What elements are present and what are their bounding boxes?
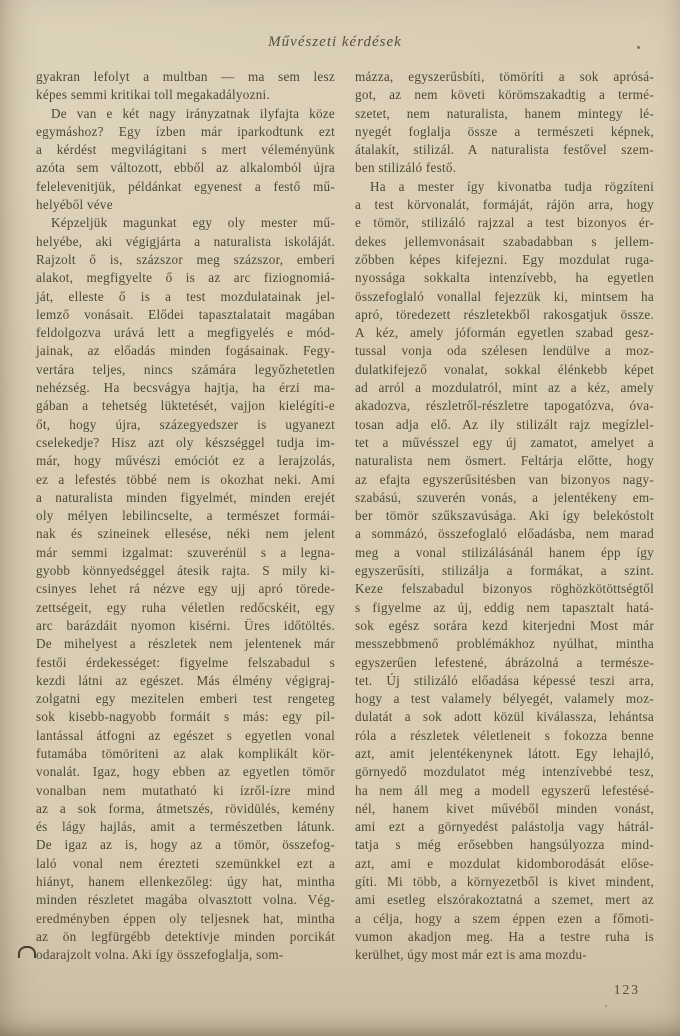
text-line: futamába tömöriteni az alak komplikált kör- xyxy=(36,745,335,761)
text-line: egyszerűen lefestené, ábrázolná a természe- xyxy=(355,654,654,670)
text-line: azóta sem változott, ebből az alkalomból újra xyxy=(36,160,335,176)
text-line: gyakran lefolyt a multban — ma sem lesz xyxy=(36,69,335,84)
text-line: odarajzolt volna. Aki így összefoglalja, som- xyxy=(36,947,284,963)
text-line: s figyelme az új, eddig nem tapasztalt hatá- xyxy=(355,599,654,615)
text-line: őt, hogy újra, százegyedszer is ugyanezt xyxy=(36,416,335,432)
text-line: vumon akadjon meg. Ha a testre ruha is xyxy=(355,928,654,944)
text-line: festői érdekességet: figyelme felszabadul s xyxy=(36,654,335,670)
text-line: egyszerűsíti, stilizálja a formákat, a szint. xyxy=(355,563,654,579)
text-line: nak és szineinek ellesése, néki nem jelent xyxy=(36,526,335,542)
scan-speck-top xyxy=(637,46,640,49)
paragraph xyxy=(36,105,335,215)
paragraph xyxy=(36,214,335,964)
text-line: róla a részletek véletleneit s fokozza benne xyxy=(355,727,654,743)
text-line: ben stilizáló festő. xyxy=(355,160,457,176)
text-line: az efajta egyszerűsitésben van bizonyos nagy- xyxy=(355,471,654,487)
text-line: vonalban nem mutatható ki ízről-ízre mind xyxy=(36,782,335,798)
text-line: sok kisebb-nagyobb formáit s más: egy pil- xyxy=(36,709,335,725)
text-line: felelevenitjük, példánkat egyenest a festő mű- xyxy=(36,178,335,194)
text-line: Keze felszabadul bizonyos röghözkötöttségtől xyxy=(355,581,654,597)
text-line: dulatkifejező vonalat, sokkal élénkebb képet xyxy=(355,361,654,377)
text-line: messzebbmenő problémákhoz nyúlhat, mintha xyxy=(355,636,654,652)
text-line: A kéz, amely jóformán egyetlen szabad gesz- xyxy=(355,325,654,341)
text-line: a naturalista minden figyelmét, minden erejét xyxy=(36,489,335,505)
text-line: az a sok forma, átmetszés, rövidülés, kemény xyxy=(36,800,335,816)
text-line: tet a művésszel egy új zamatot, amelyet a xyxy=(355,434,654,450)
text-line: a célja, hogy a szem éppen ezen a főmoti- xyxy=(355,910,654,926)
text-line: got, az nem követi körömszakadtig a termé- xyxy=(355,87,654,103)
page-number: 123 xyxy=(613,982,640,997)
text-line: azt, amit jelentékenynek látott. Egy lehajló, xyxy=(355,745,654,761)
text-line: sok egész sorára kezd kiterjedni Most már xyxy=(355,617,654,633)
text-line: nyegét foglalja össze a természeti képnek, xyxy=(355,123,654,139)
text-line: nehézség. Ha becsvágya hajtja, ha érzi ma- xyxy=(36,380,335,396)
text-line: naturalista nem ösmert. Feltárja előtte, hogy xyxy=(355,453,654,469)
text-line: Ha a mester így kivonatba tudja rögzíteni xyxy=(370,178,654,194)
text-line: hiányt, hanem ellenkezőleg: úgy hat, mintha xyxy=(36,874,335,890)
paragraph xyxy=(355,178,654,965)
text-line: oly mélyen lebilincselte, a természet formái- xyxy=(36,508,335,524)
text-line: apró, töredezett részletekből rakosgatjuk össze. xyxy=(355,306,654,322)
text-line: a test körvonalát, formáját, rájön arra, hogy xyxy=(355,197,654,213)
text-line: ami esetleg elszórakoztatná a szemet, mert az xyxy=(355,892,654,908)
text-line: tosan adja elő. Az ily stilizált rajz megízlel- xyxy=(355,416,654,432)
text-line: akadozva, részletről-részletre tapogatózva, óva- xyxy=(355,398,654,414)
text-line: De van e két nagy irányzatnak ilyfajta köze xyxy=(51,105,335,121)
text-line: görnyedő mozdulatot még intenzívebbé tesz, xyxy=(355,764,654,780)
text-line: lantással átfogni az egészet s egyetlen vonal xyxy=(36,727,335,743)
text-line: Képzeljük magunkat egy oly mester mű- xyxy=(51,215,335,231)
text-line: zettségeit, egy ruha véletlen redőcskéit, egy xyxy=(36,599,335,615)
text-line: laló vonal nem érezteti szemünkkel ezt a xyxy=(36,855,335,871)
text-line: ha nem áll meg a modell egyszerű lefestésé- xyxy=(355,782,654,798)
text-line: már, hogy művészi emóciót ez a lerajzolás, xyxy=(36,453,335,469)
text-line: képes semmi kritikai toll megakadályozni. xyxy=(36,87,271,103)
paragraph xyxy=(355,68,654,178)
text-line: dulatát a sok adott közül kiválassza, lehántsa xyxy=(355,709,654,725)
text-line: csinyes lehet rá nézve egy ujj apró törede- xyxy=(36,581,335,597)
text-line: feldolgozva urává lett a megfigyelés e mód- xyxy=(36,325,335,341)
running-head: Művészeti kérdések xyxy=(268,34,402,50)
text-line: a sommázó, összefoglaló előadásba, nem marad xyxy=(355,526,654,542)
left-column xyxy=(36,68,335,965)
text-line: eredményben éppen oly teljesnek hat, mintha xyxy=(36,910,335,926)
text-line: De igaz az is, hogy az a tömör, összefog- xyxy=(36,837,335,853)
text-line: ami ezt a görnyedést palástolja vagy hátrál- xyxy=(355,819,654,835)
text-line: e tömör, stilizáló rajzzal a test bizonyos ér- xyxy=(355,215,654,231)
text-line: meg a vonal stilizálásánál hanem épp így xyxy=(355,544,654,560)
text-line: összefoglaló vonallal fejezzük ki, mintsem ha xyxy=(355,288,654,304)
text-line: hogy a test valamely bélyegét, valamely moz- xyxy=(355,691,654,707)
text-line: vonalát. Igaz, hogy ebben az egyetlen tömör xyxy=(36,764,335,780)
text-line: tatja s még erősebben hangsúlyozza mind- xyxy=(355,837,654,853)
text-line: az ön legfürgébb detektivje minden porcikát xyxy=(36,928,335,944)
text-line: nyossága sokkalta intenzívebb, ha egyetlen xyxy=(355,270,654,286)
text-line: kerülhet, úgy most már ezt is ama mozdu- xyxy=(355,947,587,963)
text-line: ber tömör szűkszavúsága. Aki így belekóstolt xyxy=(355,508,654,524)
pencil-margin-mark xyxy=(18,946,36,958)
text-line: egymáshoz? Egy ízben már iparkodtunk ezt xyxy=(36,123,335,139)
text-line: gíti. Mi több, a környezetből is kivet mindent, xyxy=(355,874,654,890)
paragraph xyxy=(36,68,335,105)
text-line: lemző vonásait. Elődei tapasztalatait magában xyxy=(36,306,335,322)
text-line: dekes jellemvonásait szabadabban s jellem- xyxy=(355,233,654,249)
text-line: minden részletet magába olvasztott volna. Vég- xyxy=(36,892,335,908)
text-line: már semmi izgalmat: szuverénül s a legna- xyxy=(36,544,335,560)
text-line: tussal vonja oda szélesen lendülve a moz- xyxy=(355,343,654,359)
text-line: tet. Új stilizáló előadása képessé teszi arra, xyxy=(355,672,654,688)
text-line: helyébe, aki végigjárta a naturalista iskoláját. xyxy=(36,233,335,249)
text-line: Rajzolt ő is, százszor meg százszor, emberi xyxy=(36,251,335,267)
text-line: szetet, nem naturalista, hanem mintegy lé- xyxy=(355,105,654,121)
text-line: alakot, megfigyelte ő is az arc fiziognomiá- xyxy=(36,270,335,286)
text-line: és lágy hajlás, amit a természetben látunk. xyxy=(36,819,335,835)
right-column xyxy=(355,68,654,965)
text-line: átalakít, stilizál. A naturalista festővel szem- xyxy=(355,142,654,158)
text-line: kezdi látni az egészet. Más élmény végigraj- xyxy=(36,672,335,688)
text-line: jainak, az előadás minden fogásainak. Fegy- xyxy=(36,343,335,359)
text-line: a kérdést megvilágitani s mert véleményünk xyxy=(36,142,335,158)
text-line: mázza, egyszerűsbíti, tömöríti a sok aprósá- xyxy=(355,69,654,84)
text-line: De mihelyest a részletek nem jelentenek már xyxy=(36,636,335,652)
text-line: zőbben képes kifejezni. Egy mozdulat ruga- xyxy=(355,251,654,267)
text-line: ez a lefestés többé nem is okozhat neki. Ami xyxy=(36,471,335,487)
text-line: vertára teljes, nincs számára legyőzhetetlen xyxy=(36,361,335,377)
text-line: szabású, szuverén vonás, a jelentékeny em- xyxy=(355,489,654,505)
scan-speck-bottom xyxy=(605,1005,607,1007)
text-line: ját, elleste ő is a test mozdulatainak jel- xyxy=(36,288,335,304)
text-line: azt, ami e mozdulat kidomborodását előse- xyxy=(355,855,654,871)
text-line: gyobb könnyedséggel átesik rajta. S mily ki- xyxy=(36,563,335,579)
text-columns xyxy=(36,68,654,965)
text-line: arc barázdáit nyomon kisérni. Üres időtöltés. xyxy=(36,617,335,633)
text-line: gában a tehetség lüktetését, vajjon kielégíti-e xyxy=(36,398,335,414)
text-line: helyéből véve xyxy=(36,197,113,213)
text-line: zolgatni egy mezitelen emberi test rengeteg xyxy=(36,691,335,707)
text-line: ad arról a mozdulatról, mint az a kéz, amely xyxy=(355,380,654,396)
text-line: nél, hanem kivet művéből minden vonást, xyxy=(355,800,654,816)
text-line: cselekedje? Hisz azt oly készséggel tudja im- xyxy=(36,434,335,450)
